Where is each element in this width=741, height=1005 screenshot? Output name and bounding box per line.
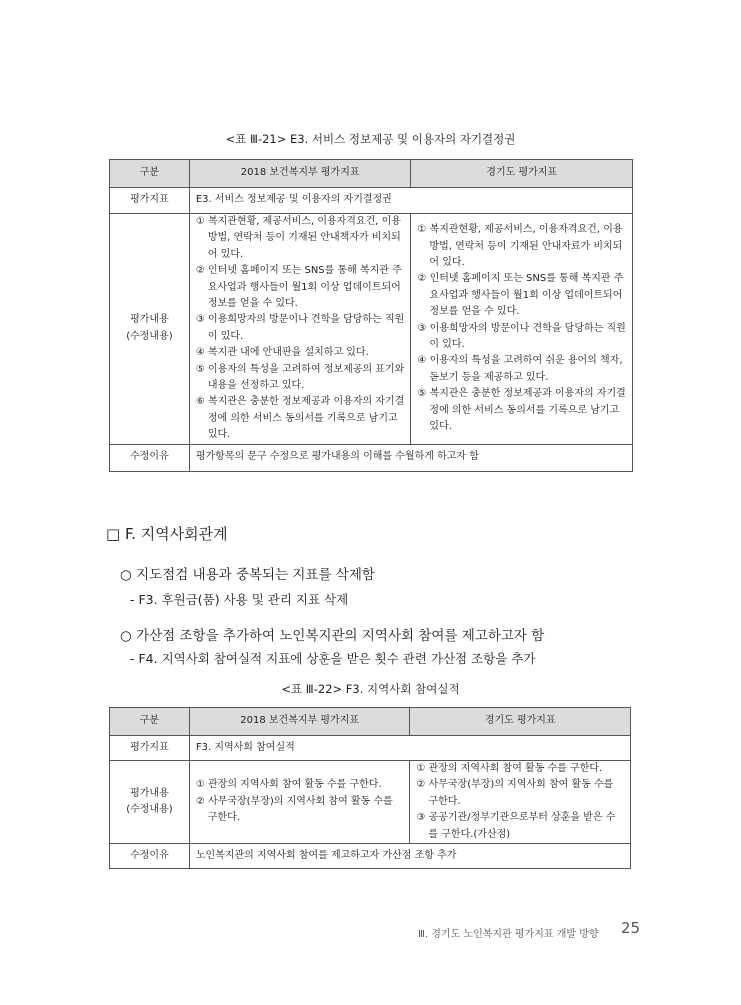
page-number: 25 (621, 919, 641, 937)
table2-content-ministry (189, 761, 410, 844)
table2-content-label-main: 평가내용 (130, 787, 169, 799)
list-item: ② 인터넷 홈페이지 또는 SNS를 통해 복지관 주요사업과 행사들이 월1회 이상 업데이트되어 정보를 얻을 수 있다. (417, 273, 624, 318)
section-subpoint-1: - F3. 후원금(품) 사용 및 관리 지표 삭제 (130, 592, 349, 607)
table2-caption: <표 Ⅲ-22> F3. 지역사회 참여실적 (281, 682, 460, 696)
list-item: ① 관장의 지역사회 참여 활동 수를 구한다. (416, 763, 603, 774)
table1-content-gyeonggi (411, 214, 633, 445)
list-item: ⑤ 이용자의 특성을 고려하여 정보제공의 표기와 내용을 선정하고 있다. (195, 363, 405, 392)
list-item: ⑤ 복지관은 충분한 정보제공과 이용자의 자기결정에 의한 서비스 동의서를 기록으로 남기고 있다. (417, 388, 626, 433)
table1-reason-value: 평가항목의 문구 수정으로 평가내용의 이해를 수월하게 하고자 함 (189, 444, 632, 471)
table2-content-label (110, 761, 190, 844)
table2-reason-row (110, 844, 631, 869)
list-item: ① 관장의 지역사회 참여 활동 수를 구한다. (195, 779, 382, 791)
table1-caption: <표 Ⅲ-21> E3. 서비스 정보제공 및 이용자의 자기결정권 (225, 132, 516, 146)
table2-header-gyeonggi: 경기도 평가지표 (410, 708, 631, 736)
list-item: ③ 이용희망자의 방문이나 견학을 담당하는 직원이 있다. (417, 322, 626, 351)
table1-content-ministry (189, 214, 411, 445)
list-item: ② 사무국장(부장)의 지역사회 참여 활동 수를 구한다. (416, 779, 614, 807)
table1-content-label-sub: (수정내용) (126, 330, 173, 342)
table1-header-row (110, 160, 633, 188)
table2-content-row (110, 761, 631, 844)
list-item: ② 인터넷 홈페이지 또는 SNS를 통해 복지관 주요사업과 행사들이 월1회 이상 업데이트되어 정보를 얻을 수 있다. (195, 265, 402, 310)
table2-header-category: 구분 (110, 708, 190, 736)
table1-header-gyeonggi: 경기도 평가지표 (411, 160, 633, 188)
list-item: ④ 이용자의 특성을 고려하여 쉬운 용어의 책자, 돋보기 등을 제공하고 있다. (417, 355, 623, 383)
table2-header-row (110, 708, 631, 736)
running-footer: Ⅲ. 경기도 노인복지관 평가지표 개발 방향 (418, 929, 599, 940)
list-item: ① 복지관현황, 제공서비스, 이용자격요건, 이용방법, 연락처 등이 기재된 안내책자가 비치되어 있다. (195, 216, 401, 260)
table2-indicator-row (110, 736, 631, 761)
table2-reason-label: 수정이유 (110, 844, 190, 869)
table1-header-ministry: 2018 보건복지부 평가지표 (189, 160, 411, 188)
section-title: □ F. 지역사회관계 (106, 525, 228, 543)
table1-reason-label: 수정이유 (110, 444, 190, 471)
table2-indicator-value: F3. 지역사회 참여실적 (189, 736, 630, 761)
list-item: ③ 이용희망자의 방문이나 견학을 담당하는 직원이 있다. (195, 314, 405, 342)
table1-indicator-value: E3. 서비스 정보제공 및 이용자의 자기결정권 (189, 188, 632, 214)
table2-content-label-sub: (수정내용) (126, 804, 173, 816)
list-item: ③ 공공기관/정부기관으로부터 상훈을 받은 수를 구한다.(가산점) (416, 812, 616, 840)
list-item: ⑥ 복지관은 충분한 정보제공과 이용자의 자기결정에 의한 서비스 동의서를 기록으로 남기고 있다. (195, 396, 405, 441)
table1-content-row (110, 214, 633, 445)
table1-indicator-label: 평가지표 (110, 188, 190, 214)
table1-reason-row (110, 444, 633, 471)
table2-reason-value: 노인복지관의 지역사회 참여를 제고하고자 가산점 조항 추가 (189, 844, 630, 869)
table1 (109, 159, 633, 472)
section-point-1: ○ 지도점검 내용과 중복되는 지표를 삭제함 (120, 567, 375, 583)
table2-content-gyeonggi (410, 761, 631, 844)
list-item: ② 사무국장(부장)의 지역사회 참여 활동 수를 구한다. (195, 795, 393, 824)
section-point-2: ○ 가산점 조항을 추가하여 노인복지관의 지역사회 참여를 제고하고자 함 (120, 628, 545, 644)
list-item: ① 복지관현황, 제공서비스, 이용자격요건, 이용방법, 연락처 등이 기재된 안내자료가 비치되어 있다. (417, 224, 623, 269)
table2 (109, 707, 631, 869)
table1-indicator-row (110, 188, 633, 214)
table2-indicator-label: 평가지표 (110, 736, 190, 761)
table1-content-label-main: 평가내용 (130, 314, 169, 326)
table1-header-category: 구분 (110, 160, 190, 188)
table2-header-ministry: 2018 보건복지부 평가지표 (189, 708, 410, 736)
list-item: ④ 복지관 내에 안내판을 설치하고 있다. (195, 347, 369, 359)
table1-content-label (110, 214, 190, 445)
section-subpoint-2: - F4. 지역사회 참여실적 지표에 상훈을 받은 횟수 관련 가산점 조항을 추가 (130, 651, 536, 666)
